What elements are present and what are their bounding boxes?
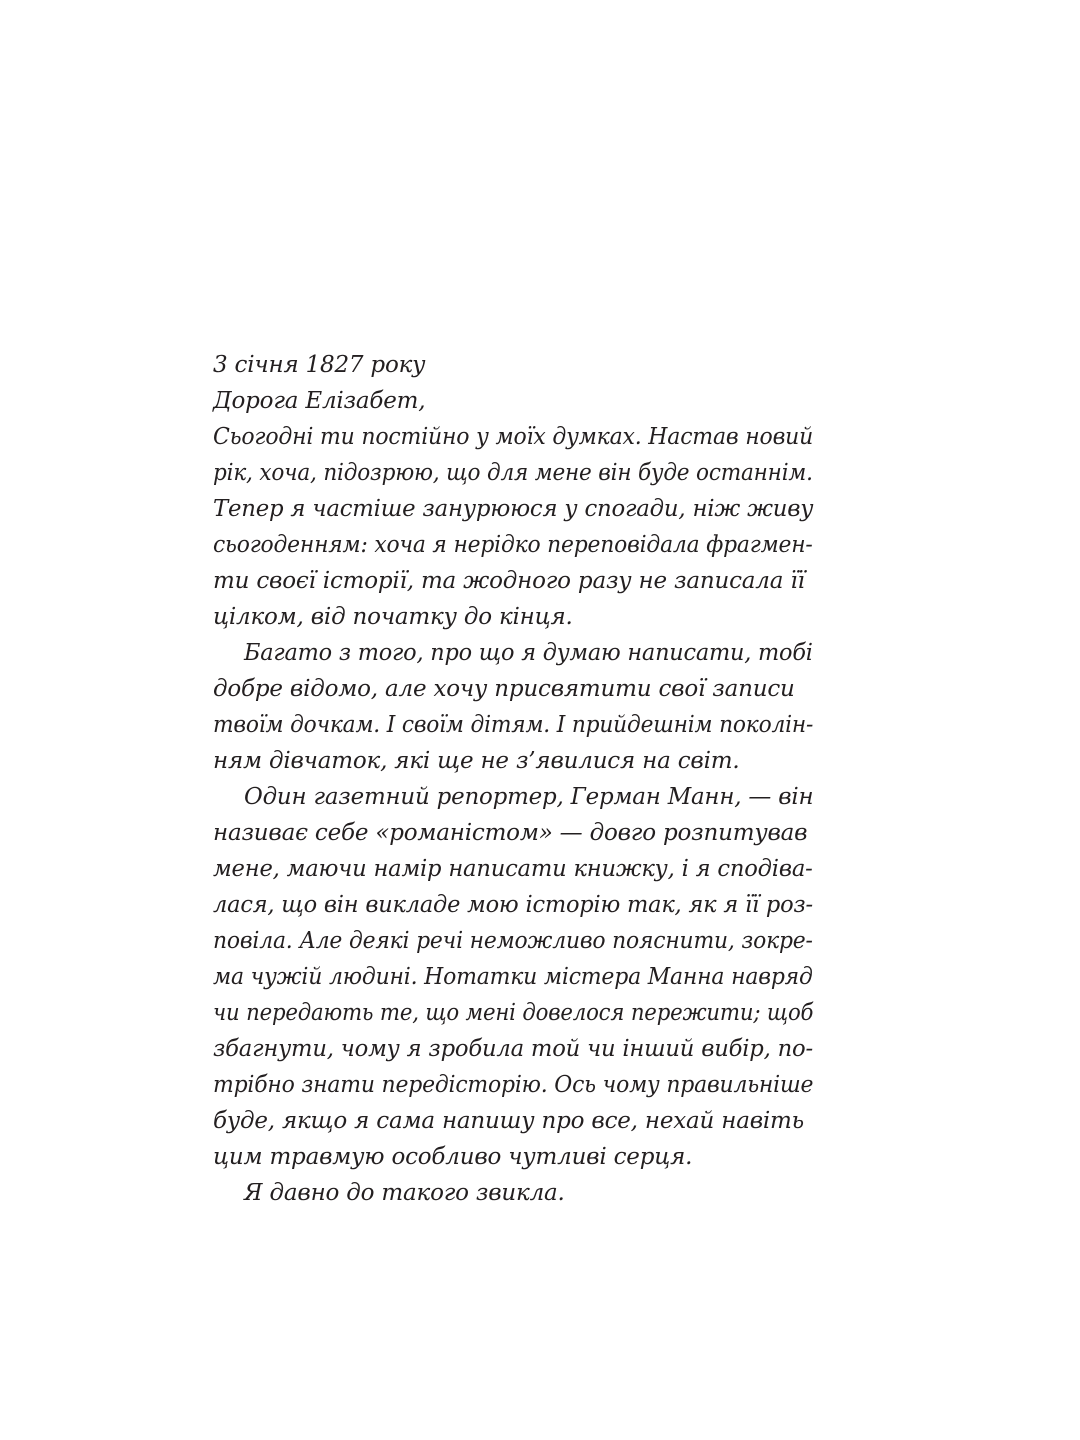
paragraph-3-line: називає себе «романістом» — довго розпитував [213,820,808,846]
paragraph-2-line: ням дівчаток, які ще не з’явилися на світ. [213,748,740,774]
paragraph-1-line: рік, хоча, підозрюю, що для мене він буде останнім. [213,460,813,486]
paragraph-3-line: повіла. Але деякі речі неможливо пояснити, зокре- [213,928,813,954]
paragraph-3-line: ма чужій людині. Нотатки містера Манна навряд [213,964,813,990]
paragraph-3-line: цим травмую особливо чутливі серця. [213,1144,693,1170]
letter-date: 3 січня 1827 року [213,352,426,378]
paragraph-3-line: мене, маючи намір написати книжку, і я сподіва- [213,856,813,882]
paragraph-1-line: ти своєї історії, та жодного разу не записала її [213,568,805,594]
paragraph-3-line: лася, що він викладе мою історію так, як я її роз- [213,892,813,918]
paragraph-1-line: Тепер я частіше занурююся у спогади, ніж живу [213,496,814,522]
paragraph-2-line: добре відомо, але хочу присвятити свої записи [213,676,795,702]
paragraph-2-line: Багато з того, про що я думаю написати, тобі [244,640,813,666]
paragraph-1-line: цілком, від початку до кінця. [213,604,573,630]
paragraph-2-line: твоїм дочкам. І своїм дітям. І прийдешнім поколін- [213,712,814,738]
paragraph-3-line: буде, якщо я сама напишу про все, нехай навіть [213,1108,804,1134]
paragraph-4-line: Я давно до такого звикла. [244,1180,565,1206]
paragraph-3-line: чи передають те, що мені довелося пережити; щоб [213,1000,814,1026]
letter-salutation: Дорога Елізабет, [213,388,426,414]
paragraph-1-line: сьогоденням: хоча я нерідко переповідала фрагмен- [213,532,813,558]
paragraph-3-line: збагнути, чому я зробила той чи інший вибір, по- [213,1036,813,1062]
paragraph-1-line: Сьогодні ти постійно у моїх думках. Настав новий [213,424,814,450]
paragraph-3-line: трібно знати передісторію. Ось чому правильніше [213,1072,814,1098]
paragraph-3-line: Один газетний репортер, Герман Манн, — він [244,784,814,810]
